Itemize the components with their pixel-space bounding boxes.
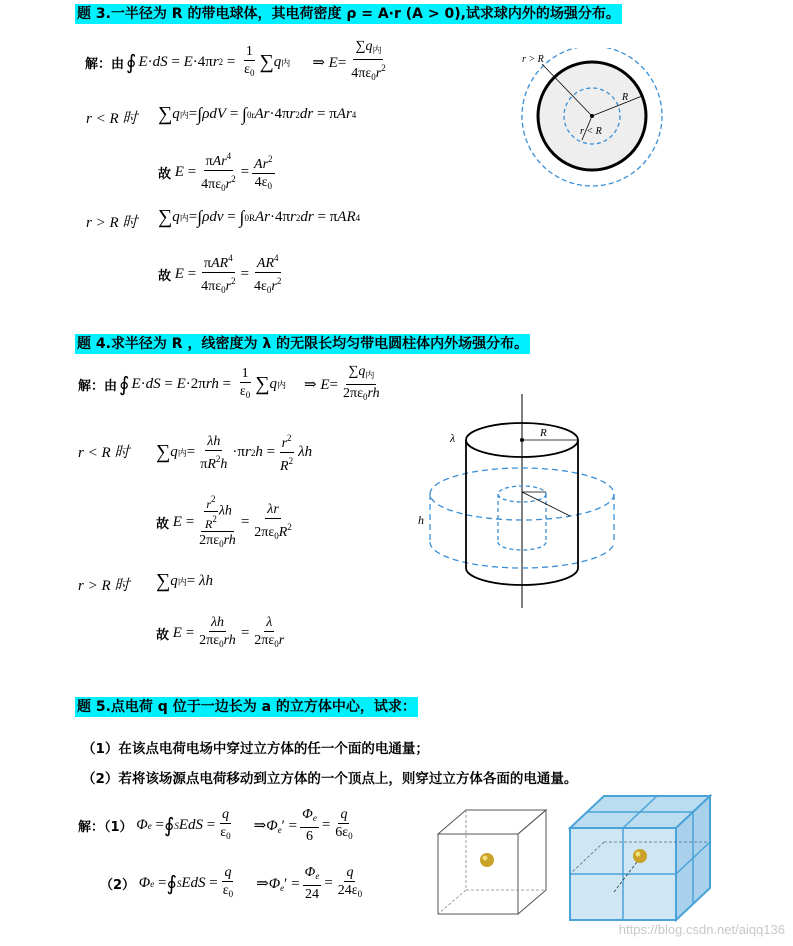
p4-solution-label: 解：由: [78, 378, 118, 394]
cube-figure-corner: [566, 792, 716, 924]
p5-answer-1: 解：（1） Φ e = ∮ S EdS = $\frac{q}{\varepsilon_0}$ $\Rightarrow\Phi_e'$ = $\frac{\Phi_e}{6}$ = $\frac{q}{6\varepsilon_0}$: [78, 807, 353, 844]
problem-5-title: 题 5.点电荷 q 位于一边长为 a 的立方体中心，试求：: [77, 699, 416, 715]
p5-solution-label: 解：（1）: [78, 820, 133, 835]
label-r-gt-R: r > R: [522, 54, 544, 65]
problem-3-title: 题 3.一半径为 R 的带电球体，其电荷密度 ρ = A·r (A > 0),试求球内外的场强分布。: [77, 6, 620, 22]
label-h: h: [418, 513, 424, 527]
sphere-figure: [512, 48, 672, 223]
watermark: https://blog.csdn.net/aiqq136: [618, 922, 785, 937]
p3-inside-condition: r < R 时: [86, 111, 138, 127]
p5-answer-2: （2） Φ e = ∮ S EdS = $\frac{q}{\varepsilon_0}$ $\Rightarrow\Phi_e'$ = $\frac{\Phi_e}{24}$ = $\frac{q}{24\varepsilon_0}$: [100, 865, 363, 902]
p3-solution-label: 解：由: [85, 56, 125, 72]
point-charge-corner: [633, 849, 647, 863]
label-R-cyl: R: [540, 427, 547, 439]
cylinder-figure: [412, 392, 630, 610]
p3-inside-field: 故 E = $\frac{\pi Ar^4}{4\pi\varepsilon_0r^2}$ = $\frac{Ar^2}{4\varepsilon_0}$: [158, 148, 278, 197]
p4-gauss-law: 解：由 ∮ E · dS = E ·2π rh = $\frac{1}{\varepsilon_0}$ ∑ q 内 ⇒ E= $\frac{\sum q_内}{2\pi\varepsilon_0rh}$: [78, 363, 380, 402]
p5-question-2: （2）若将该场源点电荷移动到立方体的一个顶点上，则穿过立方体各面的电通量。: [82, 771, 578, 787]
label-R: R: [622, 92, 629, 103]
p3-gauss-law: 解：由 ∮ E · dS = E ·4π r 2 = $\frac{1}{\varepsilon_0}$ ∑ q 内 ⇒ E= $\frac{\sum q_内}{4\pi\varepsilon_0r^2}$: [85, 39, 386, 82]
p4-inside-charge: ∑ q 内 = $\frac{\lambda h}{\pi R^2h}$ ·π r 2 h = $\frac{r^2}{R^2}$ λh: [156, 430, 312, 475]
p3-outside-field: 故 E = $\frac{\pi AR^4}{4\pi\varepsilon_0r^2}$ = $\frac{AR^4}{4\varepsilon_0r^2}$: [158, 250, 286, 299]
label-lambda: λ: [450, 431, 456, 445]
p4-outside-charge: ∑ q 内 = λh: [156, 570, 213, 592]
p3-inside-charge: ∑ q 内 = ∫ ρdV = ∫ 0 r Ar ·4π r 2 dr = π Ar 4: [158, 103, 357, 125]
p4-outside-condition: r > R 时: [78, 578, 130, 594]
problem-4-title: 题 4.求半径为 R ，线密度为 λ 的无限长均匀带电圆柱体内外场强分布。: [77, 336, 529, 352]
p5-answer-2-label: （2）: [100, 878, 136, 893]
p3-outside-charge: ∑ q 内 = ∫ ρdv = ∫ 0 R Ar ·4π r 2 dr = π AR 4: [158, 206, 361, 228]
label-r-lt-R: r < R: [580, 126, 602, 137]
p5-question-1: （1）在该点电荷电场中穿过立方体的任一个面的电通量；: [82, 741, 429, 757]
point-charge: [480, 853, 494, 867]
p4-inside-field: 故 E = $\frac{r^2}{R^2}$ λh $2\pi\varepsilon_0rh$ = $\frac{\lambda r}{2\pi\varepsilon_0R^2}$: [156, 494, 292, 549]
cube-figure-center: [432, 806, 552, 918]
p3-outside-condition: r > R 时: [86, 215, 138, 231]
p4-inside-condition: r < R 时: [78, 445, 130, 461]
p4-outside-field: 故 E = $\frac{\lambda h}{2\pi\varepsilon_0rh}$ = $\frac{\lambda}{2\pi\varepsilon_0r}$: [156, 615, 285, 649]
